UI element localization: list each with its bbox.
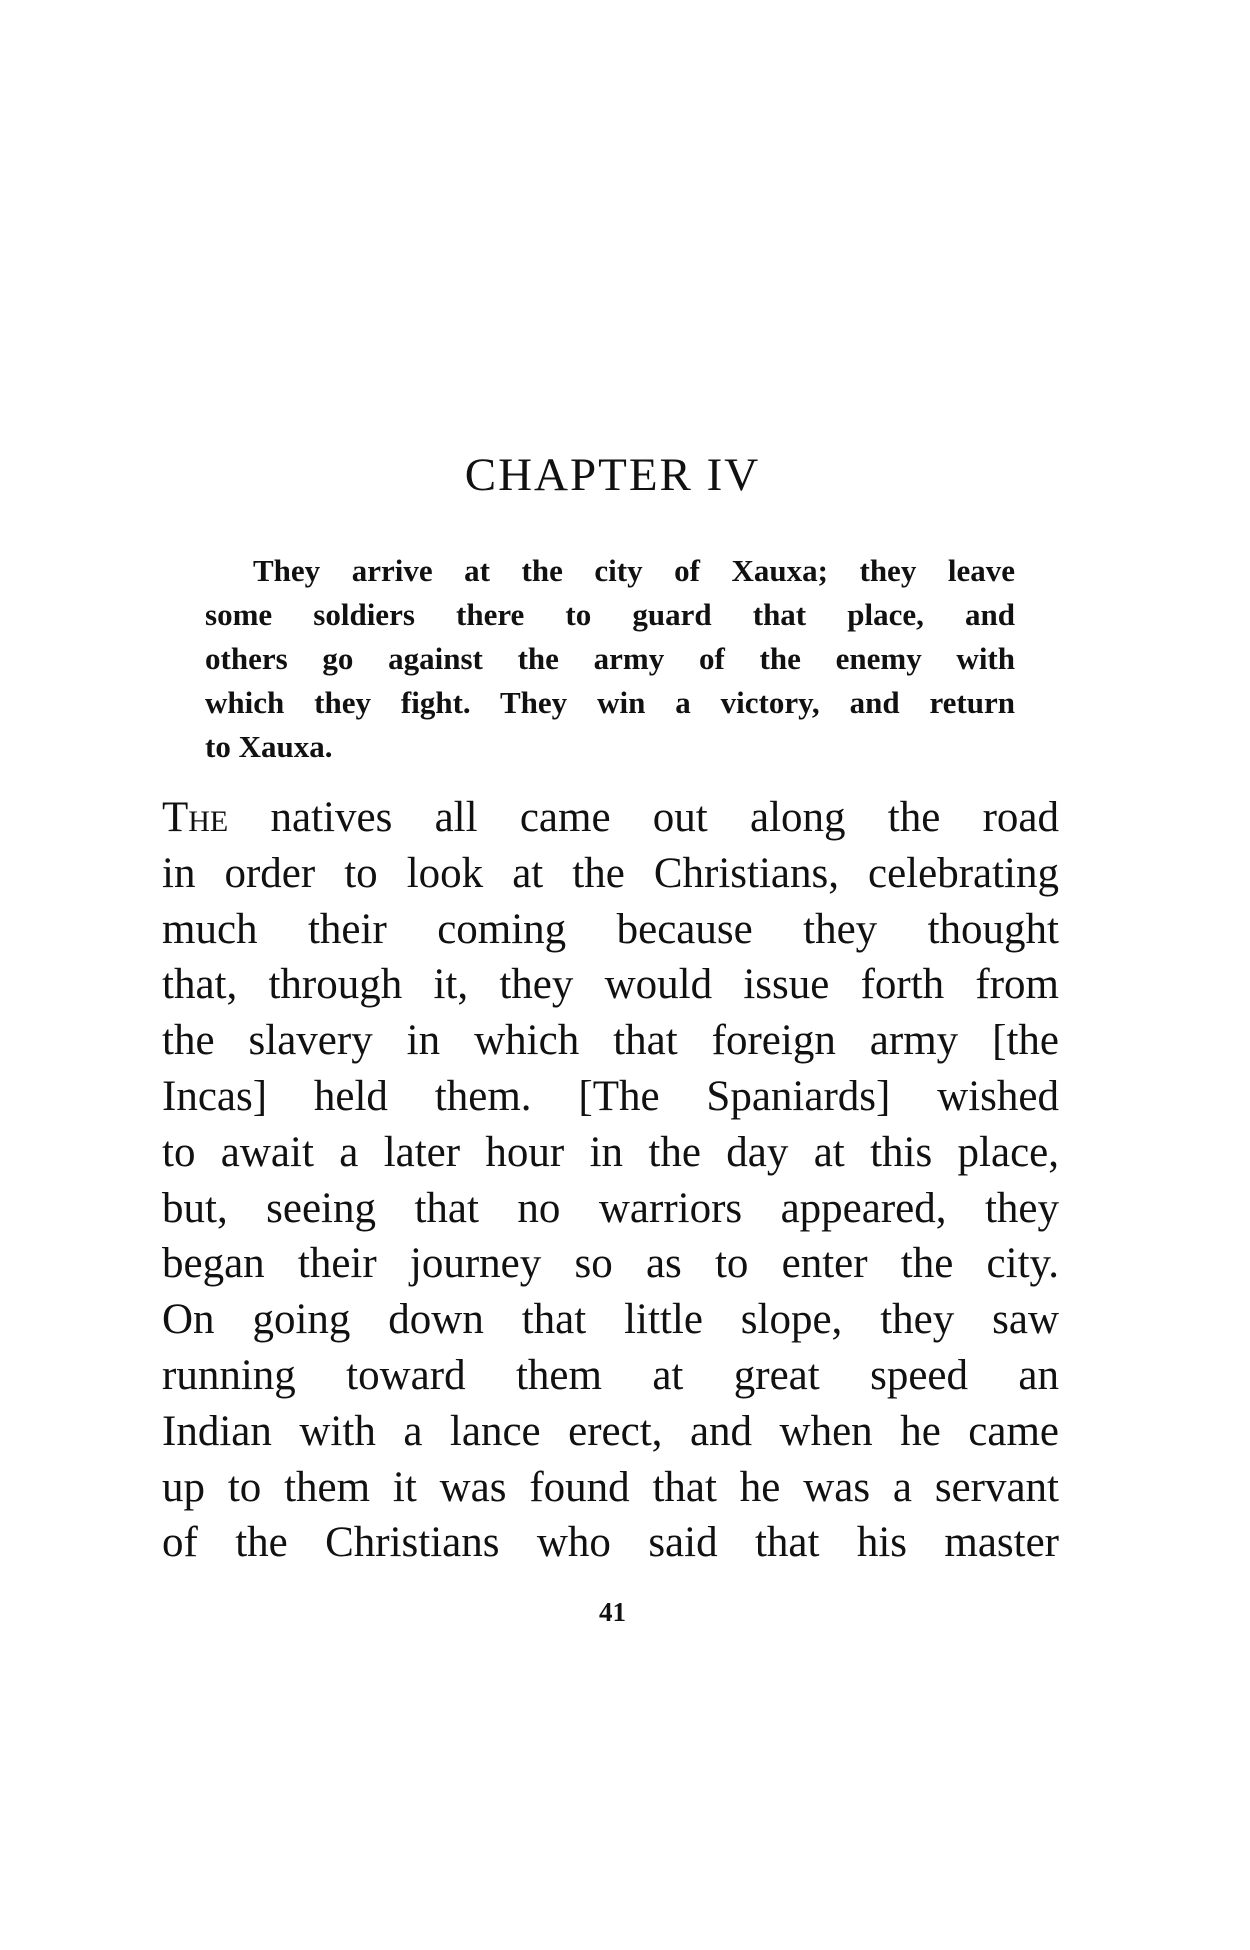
body-line: Incas] held them. [The Spaniards] wished [162,1072,1059,1120]
chapter-summary [205,549,1015,769]
body-line: in order to look at the Christians, celebrating [162,849,1059,897]
summary-line: some soldiers there to guard that place, and [205,597,1015,632]
body-line [162,790,1059,846]
lead-word: The [162,794,229,841]
summary-line: which they fight. They win a victory, and return [205,685,1015,720]
summary-line: others go against the army of the enemy with [205,641,1015,676]
body-line: running toward them at great speed an [162,1351,1059,1399]
body-line: up to them it was found that he was a servant [162,1463,1059,1511]
body-line: but, seeing that no warriors appeared, they [162,1184,1059,1232]
body-line: much their coming because they thought [162,905,1059,953]
summary-line: to Xauxa. [205,729,333,764]
body-line: of the Christians who said that his master [162,1519,1059,1567]
body-line: On going down that little slope, they saw [162,1296,1059,1344]
body-line: to await a later hour in the day at this place, [162,1128,1059,1176]
body-line: the slavery in which that foreign army [the [162,1017,1059,1065]
summary-line: They arrive at the city of Xauxa; they leave [253,553,1015,588]
body-line: Indian with a lance erect, and when he came [162,1407,1059,1455]
body-line: began their journey so as to enter the city. [162,1240,1059,1288]
first-line-text: natives all came out along the road [228,794,1059,841]
body-line: that, through it, they would issue forth from [162,961,1059,1009]
page-number: 41 [599,1597,626,1627]
chapter-title: CHAPTER IV [464,449,761,501]
body-paragraph [162,790,1059,1571]
